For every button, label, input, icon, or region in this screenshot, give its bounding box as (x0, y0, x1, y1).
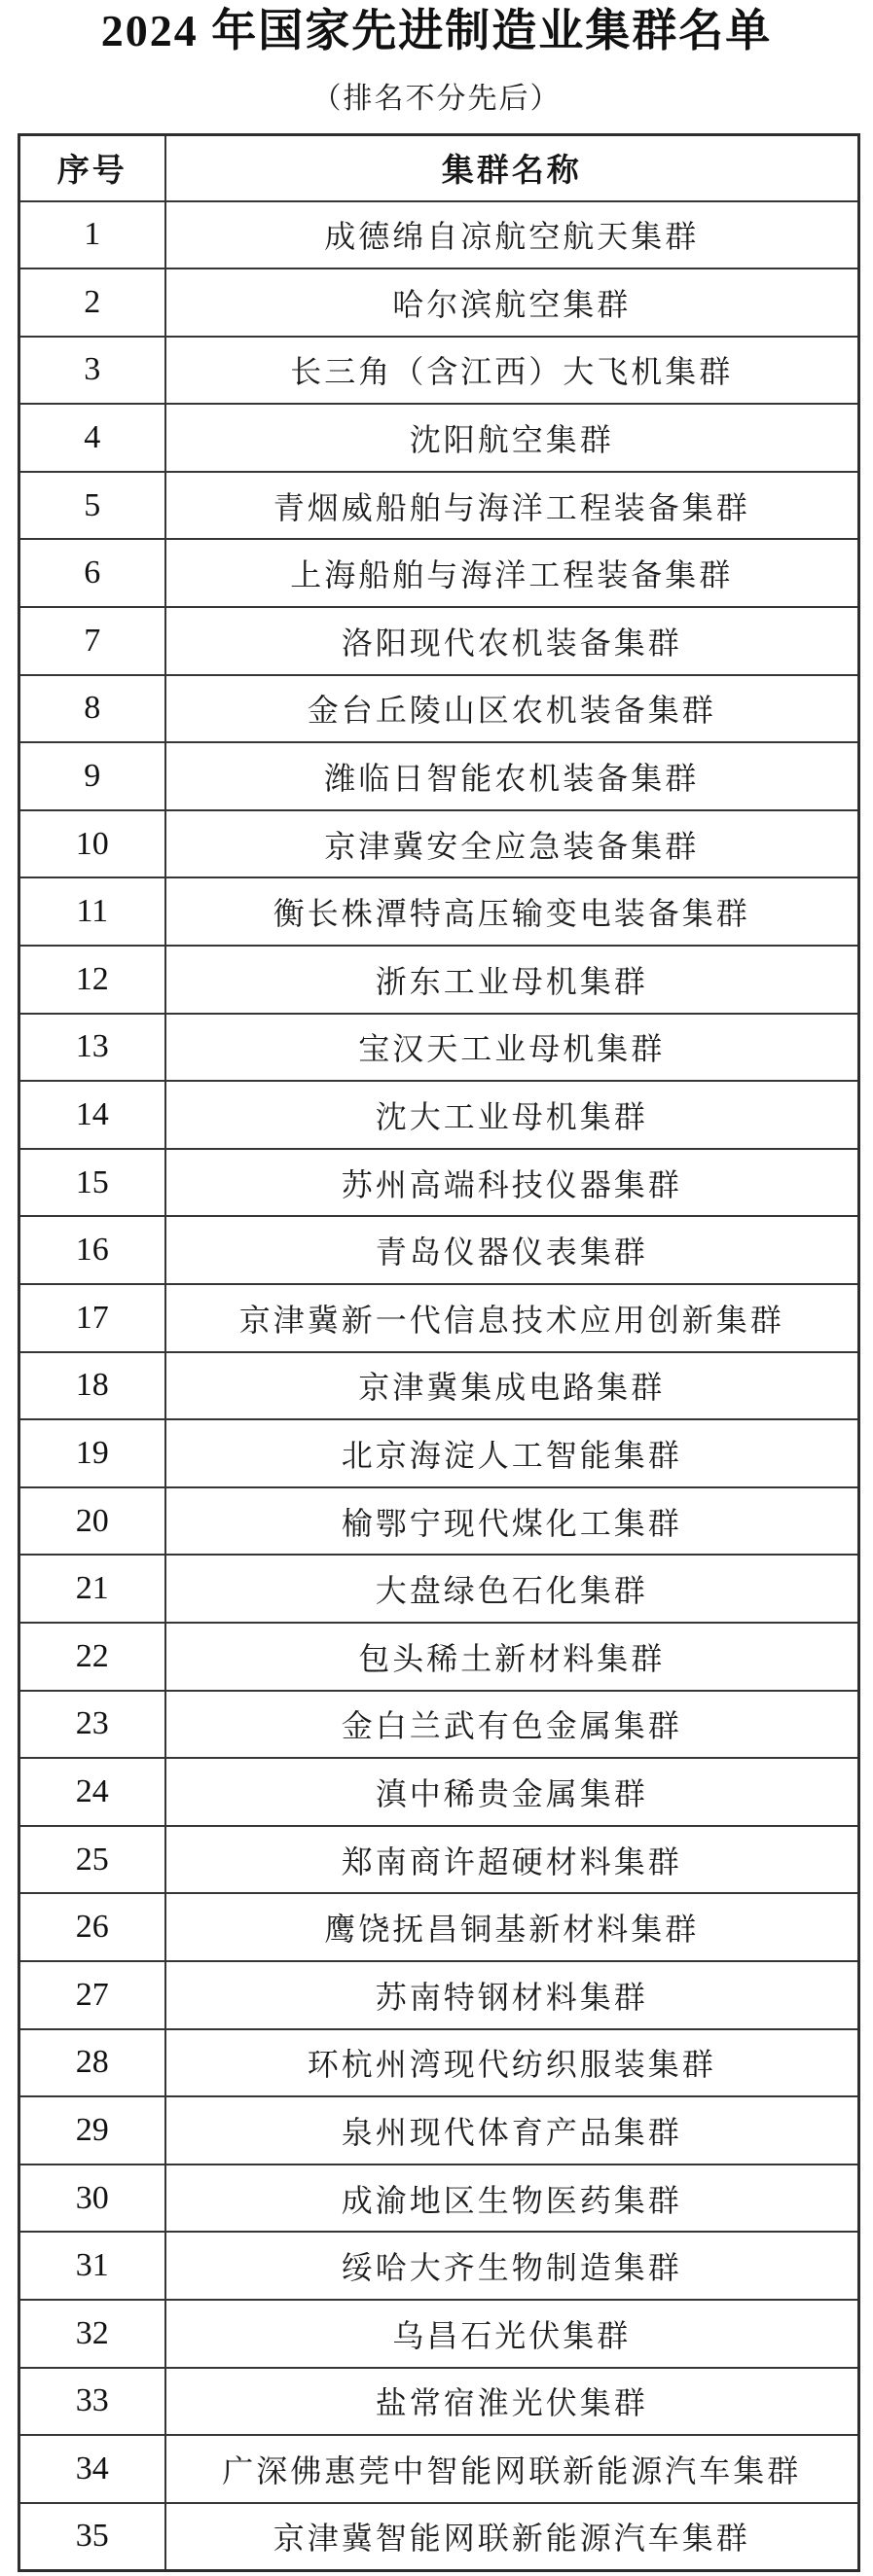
table-row (19, 1216, 859, 1284)
row-cluster-name: 潍临日智能农机装备集群 (165, 742, 859, 810)
row-cluster-name: 京津冀安全应急装备集群 (165, 810, 859, 878)
table-row (19, 1487, 859, 1556)
row-cluster-name: 环杭州湾现代纺织服装集群 (165, 2029, 859, 2097)
table-row (19, 337, 859, 405)
table-row (19, 2165, 859, 2233)
row-cluster-name: 金白兰武有色金属集群 (165, 1691, 859, 1759)
row-index: 6 (19, 539, 165, 607)
row-cluster-name: 青岛仪器仪表集群 (165, 1216, 859, 1284)
row-index: 35 (19, 2503, 165, 2571)
row-cluster-name: 成德绵自凉航空航天集群 (165, 201, 859, 269)
row-index: 12 (19, 946, 165, 1014)
row-index: 15 (19, 1149, 165, 1217)
row-cluster-name: 苏南特钢材料集群 (165, 1961, 859, 2029)
row-cluster-name: 盐常宿淮光伏集群 (165, 2368, 859, 2436)
header-index: 序号 (19, 135, 165, 201)
header-cluster-name: 集群名称 (165, 135, 859, 201)
row-index: 20 (19, 1487, 165, 1556)
table-row (19, 1758, 859, 1826)
row-index: 27 (19, 1961, 165, 2029)
row-index: 23 (19, 1691, 165, 1759)
table-body (19, 201, 859, 2571)
table-row (19, 2232, 859, 2300)
row-index: 21 (19, 1555, 165, 1623)
table-row (19, 1284, 859, 1352)
row-cluster-name: 京津冀集成电路集群 (165, 1352, 859, 1420)
table-row (19, 2503, 859, 2571)
row-cluster-name: 鹰饶抚昌铜基新材料集群 (165, 1893, 859, 1961)
table-row (19, 1419, 859, 1487)
table-row (19, 1826, 859, 1894)
table-row (19, 1555, 859, 1623)
row-index: 13 (19, 1014, 165, 1082)
row-cluster-name: 大盘绿色石化集群 (165, 1555, 859, 1623)
row-index: 3 (19, 337, 165, 405)
cluster-table (18, 133, 860, 2572)
row-cluster-name: 北京海淀人工智能集群 (165, 1419, 859, 1487)
row-cluster-name: 郑南商许超硬材料集群 (165, 1826, 859, 1894)
table-row (19, 607, 859, 675)
page-subtitle: （排名不分先后） (311, 83, 562, 115)
row-cluster-name: 哈尔滨航空集群 (165, 268, 859, 337)
table-row (19, 1691, 859, 1759)
table-row (19, 1352, 859, 1420)
row-index: 9 (19, 742, 165, 810)
row-index: 33 (19, 2368, 165, 2436)
table-row (19, 2096, 859, 2165)
row-index: 11 (19, 877, 165, 946)
row-index: 22 (19, 1623, 165, 1691)
table-row (19, 946, 859, 1014)
table-row (19, 201, 859, 269)
row-index: 7 (19, 607, 165, 675)
row-cluster-name: 绥哈大齐生物制造集群 (165, 2232, 859, 2300)
row-cluster-name: 金台丘陵山区农机装备集群 (165, 675, 859, 743)
row-cluster-name: 榆鄂宁现代煤化工集群 (165, 1487, 859, 1556)
row-index: 17 (19, 1284, 165, 1352)
row-cluster-name: 沈阳航空集群 (165, 404, 859, 472)
row-cluster-name: 衡长株潭特高压输变电装备集群 (165, 877, 859, 946)
row-index: 31 (19, 2232, 165, 2300)
row-index: 5 (19, 472, 165, 540)
table-row (19, 1961, 859, 2029)
table-header-row (19, 135, 859, 201)
row-cluster-name: 京津冀新一代信息技术应用创新集群 (165, 1284, 859, 1352)
row-index: 34 (19, 2435, 165, 2503)
row-cluster-name: 洛阳现代农机装备集群 (165, 607, 859, 675)
row-cluster-name: 滇中稀贵金属集群 (165, 1758, 859, 1826)
table-row (19, 268, 859, 337)
row-cluster-name: 广深佛惠莞中智能网联新能源汽车集群 (165, 2435, 859, 2503)
table-row (19, 1149, 859, 1217)
row-index: 10 (19, 810, 165, 878)
row-index: 8 (19, 675, 165, 743)
row-cluster-name: 浙东工业母机集群 (165, 946, 859, 1014)
row-cluster-name: 宝汉天工业母机集群 (165, 1014, 859, 1082)
row-index: 14 (19, 1081, 165, 1149)
row-index: 30 (19, 2165, 165, 2233)
table-row (19, 877, 859, 946)
row-cluster-name: 沈大工业母机集群 (165, 1081, 859, 1149)
row-cluster-name: 乌昌石光伏集群 (165, 2300, 859, 2368)
row-cluster-name: 长三角（含江西）大飞机集群 (165, 337, 859, 405)
table-row (19, 472, 859, 540)
row-index: 32 (19, 2300, 165, 2368)
row-index: 1 (19, 201, 165, 269)
table-row (19, 675, 859, 743)
row-cluster-name: 青烟威船舶与海洋工程装备集群 (165, 472, 859, 540)
row-index: 25 (19, 1826, 165, 1894)
page-title: 2024 年国家先进制造业集群名单 (100, 6, 773, 55)
table-row (19, 2368, 859, 2436)
row-cluster-name: 京津冀智能网联新能源汽车集群 (165, 2503, 859, 2571)
row-index: 24 (19, 1758, 165, 1826)
table-row (19, 1014, 859, 1082)
table-row (19, 810, 859, 878)
table-row (19, 2435, 859, 2503)
table-row (19, 1081, 859, 1149)
row-cluster-name: 包头稀土新材料集群 (165, 1623, 859, 1691)
row-cluster-name: 成渝地区生物医药集群 (165, 2165, 859, 2233)
row-index: 16 (19, 1216, 165, 1284)
table-row (19, 742, 859, 810)
row-cluster-name: 上海船舶与海洋工程装备集群 (165, 539, 859, 607)
row-cluster-name: 苏州高端科技仪器集群 (165, 1149, 859, 1217)
table-row (19, 2029, 859, 2097)
row-index: 19 (19, 1419, 165, 1487)
row-index: 26 (19, 1893, 165, 1961)
row-index: 2 (19, 268, 165, 337)
table-row (19, 2300, 859, 2368)
table-row (19, 404, 859, 472)
row-index: 28 (19, 2029, 165, 2097)
row-index: 18 (19, 1352, 165, 1420)
row-cluster-name: 泉州现代体育产品集群 (165, 2096, 859, 2165)
table-row (19, 1623, 859, 1691)
table-row (19, 539, 859, 607)
table-row (19, 1893, 859, 1961)
row-index: 29 (19, 2096, 165, 2165)
row-index: 4 (19, 404, 165, 472)
